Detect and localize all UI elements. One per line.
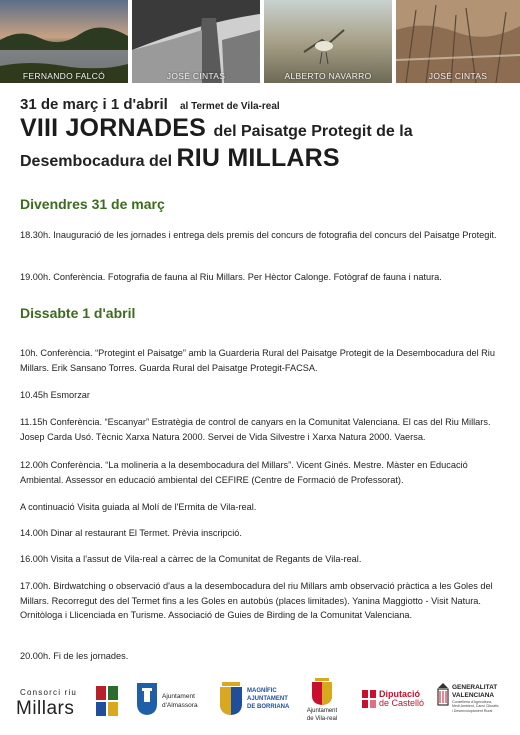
photo-wading-bird [264,0,392,83]
program-item: 12.00h Conferència. “La molineria a la desembocadura del Millars”. Vicent Ginés. Mestre. Màster en Educació Ambiental. Assessor en educació ambiental del CEFIRE (Centre de Formació de Professorat). [20,460,468,485]
photo-credit: FERNANDO FALCÓ [22,71,106,81]
photo-reeds [396,0,520,83]
consorci-emblem-icon [96,686,120,716]
event-title-line-1 [20,114,510,143]
sponsor-logos [0,678,520,728]
program-item: 10h. Conferència. “Protegint el Paisatge” amb la Guarderia Rural del Paisatge Protegit de la Desembocadura del Riu Millars. Erik Sansano Torres. Guarda Rural del Paisatge Protegit-FACSA. [20,348,495,373]
event-title-edition: VIII JORNADES [20,114,206,142]
event-date-line [20,96,510,113]
photo-credit: JOSÉ CINTAS [166,71,226,81]
event-title-subtitle-2: Desembocadura del [20,153,173,170]
photo-river-sunset [0,0,128,83]
program-item: 10.45h Esmorzar [20,390,90,400]
program-item: 18.30h. Inauguració de les jornades i entrega dels premis del concurs de fotografia del concurs del Paisatge Protegit. [20,230,497,240]
vila-real-shield-icon [311,678,333,706]
program-item: 19.00h. Conferència. Fotografia de fauna al Riu Millars. Per Hèctor Calonge. Fotògraf de fauna i natura. [20,272,442,282]
program-item: 11.15h Conferència. “Escanyar” Estratègia de control de canyars en la Comunitat Valenciana. El cas del Riu Millars. Josep Carda Usó. Tècnic Xarxa Natura 2000. Servei de Vida Silvestre i Xarxa Natura 2000. Vaersa. [20,417,491,442]
borriana-shield-icon [218,682,244,716]
event-title-river: RIU MILLARS [176,144,340,172]
logo-diputacio-castello: Diputació de Castelló [362,678,428,726]
photo-credit: ALBERTO NAVARRO [284,71,372,81]
day-heading-saturday: Dissabte 1 d'abril [20,305,136,321]
program-item: 17.00h. Birdwatching o observació d'aus a la desembocadura del riu Millars amb observació pràctica a les Goles del Millars. Recorregut des del Termet fins a les Goles en autobús (places limitades). Yanina Maggiotto - Visit Natura. Ornitòloga i Llicenciada en Turisme. Associació de Guies de Birding de la Comunitat Valenciana. [20,581,493,620]
diputacio-emblem-icon [362,690,376,708]
logo-generalitat-valenciana: GENERALITAT VALENCIANA Conselleria d'Agricultura, Medi Ambient, Canvi Climàtic i Desenvolupament Rural [436,678,516,726]
program-item: A continuació Visita guiada al Molí de l'Ermita de Vila-real. [20,502,257,512]
event-title-subtitle-1: del Paisatge Protegit de la [213,123,413,140]
almassora-shield-icon [136,682,158,716]
event-header [20,96,510,173]
photo-strip [0,0,520,83]
event-title-line-2 [20,144,510,173]
logo-vila-real: Ajuntament de Vila-real [298,678,346,726]
event-place: al Termet de Vila-real [179,101,280,112]
photo-bridge [132,0,260,83]
program-item: 14.00h Dinar al restaurant El Termet. Prèvia inscripció. [20,528,242,538]
logo-almassora: Ajuntament d'Almassora [136,678,208,726]
logo-borriana: MAGNÍFIC AJUNTAMENT DE BORRIANA [218,678,294,726]
photo-credit: JOSÉ CINTAS [428,71,488,81]
logo-consorci-riu-millars: Consorci riu Millars [16,678,122,726]
event-date: 31 de març i 1 d'abril [20,96,168,113]
program-item: 20.00h. Fi de les jornades. [20,651,129,661]
program-item: 16.00h Visita a l'assut de Vila-real a càrrec de la Comunitat de Regants de Vila-real. [20,554,362,564]
day-heading-friday: Divendres 31 de març [20,196,165,212]
generalitat-emblem-icon [436,683,450,709]
